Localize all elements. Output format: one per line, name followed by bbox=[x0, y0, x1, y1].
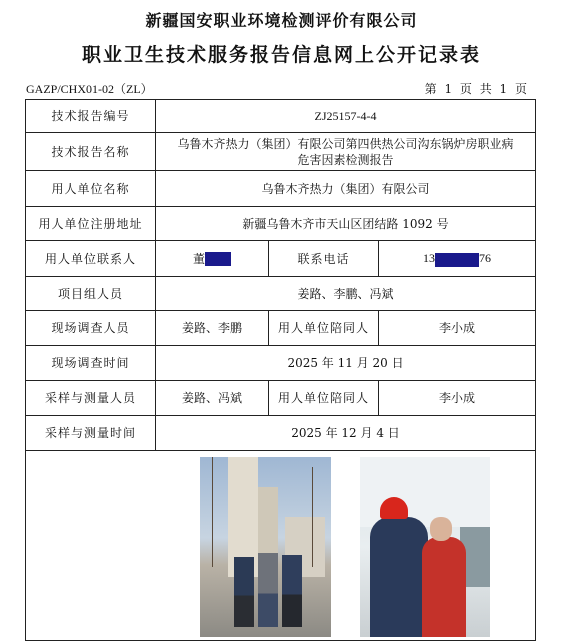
photo-worker bbox=[234, 557, 254, 627]
photo-tree bbox=[212, 457, 213, 567]
row-report-no bbox=[26, 100, 536, 133]
row-employer-address bbox=[26, 207, 536, 241]
row-site-survey bbox=[26, 311, 536, 346]
phone-cell bbox=[379, 241, 536, 277]
report-name-label: 技术报告名称 bbox=[26, 133, 156, 171]
report-no-value: ZJ25157-4-4 bbox=[156, 100, 536, 133]
employer-name-value: 乌鲁木齐热力（集团）有限公司 bbox=[156, 171, 536, 207]
report-no-label: 技术报告编号 bbox=[26, 100, 156, 133]
project-team-label: 项目组人员 bbox=[26, 277, 156, 311]
redaction-mark bbox=[205, 252, 231, 266]
survey-time-label: 现场调查时间 bbox=[26, 346, 156, 381]
document-code: GAZP/CHX01-02（ZL） bbox=[26, 82, 153, 96]
redaction-mark bbox=[435, 253, 479, 267]
sampling-accompany: 李小成 bbox=[379, 381, 536, 416]
photo-worker bbox=[422, 537, 466, 637]
phone-label: 联系电话 bbox=[269, 241, 379, 277]
site-survey-accompany: 李小成 bbox=[379, 311, 536, 346]
photo-face bbox=[430, 517, 452, 541]
site-survey-value: 姜路、李鹏 bbox=[156, 311, 269, 346]
row-sampling bbox=[26, 381, 536, 416]
sampling-time-label: 采样与测量时间 bbox=[26, 416, 156, 451]
sampling-time-value: 2025 年 12 月 4 日 bbox=[156, 416, 536, 451]
phone-prefix: 13 bbox=[423, 251, 436, 266]
page-indicator: 第 1 页 共 1 页 bbox=[424, 82, 529, 96]
row-survey-time bbox=[26, 346, 536, 381]
site-survey-photo bbox=[200, 457, 331, 637]
employer-address-label: 用人单位注册地址 bbox=[26, 207, 156, 241]
project-team-value: 姜路、李鹏、冯斌 bbox=[156, 277, 536, 311]
sampling-value: 姜路、冯斌 bbox=[156, 381, 269, 416]
row-employer-name bbox=[26, 171, 536, 207]
page-title: 职业卫生技术服务报告信息网上公开记录表 bbox=[81, 44, 481, 66]
row-sampling-time bbox=[26, 416, 536, 451]
row-report-name bbox=[26, 133, 536, 171]
contact-name-cell bbox=[156, 241, 269, 277]
site-survey-label: 现场调查人员 bbox=[26, 311, 156, 346]
contact-label: 用人单位联系人 bbox=[26, 241, 156, 277]
photo-worker bbox=[282, 555, 302, 627]
employer-address-value: 新疆乌鲁木齐市天山区团结路 1092 号 bbox=[156, 207, 536, 241]
photos-cell bbox=[26, 451, 536, 641]
photo-worker bbox=[258, 553, 278, 627]
phone-suffix: 76 bbox=[479, 251, 492, 266]
contact-name-visible: 董 bbox=[192, 251, 205, 266]
survey-time-value: 2025 年 11 月 20 日 bbox=[156, 346, 536, 381]
employer-name-label: 用人单位名称 bbox=[26, 171, 156, 207]
site-survey-accompany-label: 用人单位陪同人 bbox=[269, 311, 379, 346]
record-table bbox=[25, 99, 536, 641]
photo-worker bbox=[370, 517, 428, 637]
photo-tree bbox=[312, 467, 313, 567]
photo-helmet bbox=[380, 497, 408, 519]
sampling-label: 采样与测量人员 bbox=[26, 381, 156, 416]
row-contact bbox=[26, 241, 536, 277]
sampling-accompany-label: 用人单位陪同人 bbox=[269, 381, 379, 416]
row-project-team bbox=[26, 277, 536, 311]
sampling-photo bbox=[360, 457, 490, 637]
row-photos bbox=[26, 451, 536, 641]
report-name-value: 乌鲁木齐热力（集团）有限公司第四供热公司沟东锅炉房职业病危害因素检测报告 bbox=[156, 133, 536, 171]
company-name: 新疆国安职业环境检测评价有限公司 bbox=[145, 11, 418, 30]
